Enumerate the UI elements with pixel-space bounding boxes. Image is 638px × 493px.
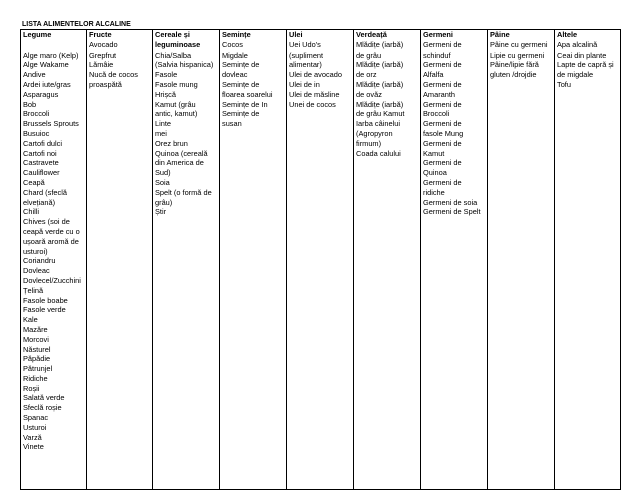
list-item: Migdale bbox=[222, 50, 248, 60]
list-item: Mlădițe (iarbă) bbox=[356, 99, 404, 109]
column-header-1 bbox=[87, 30, 153, 40]
list-item: schinduf bbox=[423, 50, 451, 60]
column-header-extra-4 bbox=[287, 40, 354, 50]
list-item: Germeni de bbox=[423, 79, 462, 89]
list-item: Ceapă bbox=[23, 177, 45, 187]
list-item: ușoară aromă de bbox=[23, 236, 79, 246]
list-item: Semințe de bbox=[222, 60, 260, 70]
list-item: Pâine/lipie fără bbox=[490, 60, 539, 70]
list-item: Germeni de bbox=[423, 99, 462, 109]
column-cell-8 bbox=[555, 50, 621, 490]
list-item: Grepfrut bbox=[89, 50, 117, 60]
list-item: floarea soarelui bbox=[222, 89, 273, 99]
column-header-label: Legume bbox=[23, 30, 52, 39]
list-item: Dovleac bbox=[23, 266, 50, 276]
alkaline-foods-table bbox=[20, 29, 621, 490]
list-item: Chilli bbox=[23, 207, 40, 217]
list-item: de ovăz bbox=[356, 89, 382, 99]
body-row bbox=[21, 50, 621, 490]
list-item: Bob bbox=[23, 99, 37, 109]
column-cell-5 bbox=[354, 50, 421, 490]
list-item: Vinete bbox=[23, 442, 44, 452]
list-item: Ardei iute/gras bbox=[23, 79, 71, 89]
list-item: grâu) bbox=[155, 197, 173, 207]
list-item: Spanac bbox=[23, 413, 49, 423]
list-item: Kamut (grâu bbox=[155, 99, 196, 109]
list-item: Chives (soi de bbox=[23, 217, 70, 227]
list-item: Broccoli bbox=[423, 109, 450, 119]
column-cell-6 bbox=[421, 50, 488, 490]
cell-line: leguminoase bbox=[155, 39, 201, 49]
list-item: Varză bbox=[23, 432, 42, 442]
list-item: Fasole boabe bbox=[23, 295, 68, 305]
column-cell-1 bbox=[87, 50, 153, 490]
cell-line: Uei Udo's bbox=[289, 39, 321, 49]
list-item: Germeni de bbox=[423, 119, 462, 129]
list-item: Chard (sfeclă bbox=[23, 187, 67, 197]
list-item: Roșii bbox=[23, 383, 40, 393]
list-item: elvețiană) bbox=[23, 197, 56, 207]
column-header-5 bbox=[354, 30, 421, 40]
list-item: Lipie cu germeni bbox=[490, 50, 545, 60]
list-item: Cartofi noi bbox=[23, 148, 57, 158]
list-item: Semințe de bbox=[222, 109, 260, 119]
list-item: Sud) bbox=[155, 168, 171, 178]
column-header-7 bbox=[488, 30, 555, 40]
list-item: Andive bbox=[23, 70, 46, 80]
list-item: mei bbox=[155, 128, 167, 138]
list-item: Fasole bbox=[155, 70, 178, 80]
list-item: Iarba câinelui bbox=[356, 119, 400, 129]
cell-line: Pâine cu germeni bbox=[490, 39, 548, 49]
list-item: fasole Mung bbox=[423, 128, 464, 138]
column-header-extra-3 bbox=[220, 40, 287, 50]
list-item: Quinoa (cereală bbox=[155, 148, 208, 158]
column-header-extra-2 bbox=[153, 40, 220, 50]
list-item: Coada calului bbox=[356, 148, 401, 158]
list-item: alimentar) bbox=[289, 60, 322, 70]
list-item: Fasole mung bbox=[155, 79, 198, 89]
column-header-label: Altele bbox=[557, 30, 578, 39]
list-item: Cartofi dulci bbox=[23, 138, 63, 148]
list-item: Ulei de avocado bbox=[289, 70, 343, 80]
list-item: Germeni de bbox=[423, 158, 462, 168]
column-header-extra-5 bbox=[354, 40, 421, 50]
list-item: Brussels Sprouts bbox=[23, 119, 79, 129]
list-item: Unei de cocos bbox=[289, 99, 336, 109]
list-item: Pătrunjel bbox=[23, 364, 53, 374]
list-item: Hrișcă bbox=[155, 89, 176, 99]
list-item: Cauliflower bbox=[23, 168, 60, 178]
column-header-extra-7 bbox=[488, 40, 555, 50]
header-row-2 bbox=[21, 40, 621, 50]
list-item: Alfalfa bbox=[423, 70, 444, 80]
list-item: Alge maro (Kelp) bbox=[23, 50, 79, 60]
column-header-label: Ulei bbox=[289, 30, 303, 39]
column-header-6 bbox=[421, 30, 488, 40]
column-cell-3 bbox=[220, 50, 287, 490]
list-item: firmum) bbox=[356, 138, 382, 148]
column-header-4 bbox=[287, 30, 354, 40]
column-header-8 bbox=[555, 30, 621, 40]
list-item: Țelină bbox=[23, 285, 44, 295]
column-cell-0 bbox=[21, 50, 87, 490]
list-item: proaspătă bbox=[89, 79, 122, 89]
cell-line: Avocado bbox=[89, 39, 118, 49]
list-item: Păpădie bbox=[23, 354, 51, 364]
list-item: Dovlecel/Zucchini bbox=[23, 275, 81, 285]
list-item: ceapă verde cu o bbox=[23, 226, 80, 236]
list-item: Fasole verde bbox=[23, 305, 66, 315]
list-item: Kamut bbox=[423, 148, 445, 158]
list-item: Usturoi bbox=[23, 422, 47, 432]
list-item: Broccoli bbox=[23, 109, 50, 119]
column-header-label: Semințe bbox=[222, 30, 251, 39]
list-item: Ridiche bbox=[23, 373, 48, 383]
column-header-extra-1 bbox=[87, 40, 153, 50]
list-item: Salată verde bbox=[23, 393, 65, 403]
list-item: gluten /drojdie bbox=[490, 70, 537, 80]
list-item: Chia/Salba bbox=[155, 50, 192, 60]
column-header-3 bbox=[220, 30, 287, 40]
column-header-label: Fructe bbox=[89, 30, 112, 39]
list-item: Mlădițe (iarbă) bbox=[356, 60, 404, 70]
cell-line: Mlădițe (iarbă) bbox=[356, 39, 404, 49]
list-item: Germeni de Spelt bbox=[423, 207, 481, 217]
column-header-extra-6 bbox=[421, 40, 488, 50]
list-item: ridiche bbox=[423, 187, 445, 197]
list-item: Quinoa bbox=[423, 168, 447, 178]
list-item: Coriandru bbox=[23, 256, 56, 266]
column-cell-2 bbox=[153, 50, 220, 490]
list-item: susan bbox=[222, 119, 242, 129]
list-item: Năsturel bbox=[23, 344, 51, 354]
list-item: Mazăre bbox=[23, 324, 48, 334]
list-item: Orez brun bbox=[155, 138, 188, 148]
column-header-extra-0 bbox=[21, 40, 87, 50]
list-item: de grâu Kamut bbox=[356, 109, 405, 119]
list-item: Ulei de măsline bbox=[289, 89, 340, 99]
list-item: Germeni de bbox=[423, 177, 462, 187]
list-item: Asparagus bbox=[23, 89, 59, 99]
list-item: Germeni de bbox=[423, 138, 462, 148]
header-row bbox=[21, 30, 621, 40]
list-item: Kale bbox=[23, 315, 38, 325]
list-item: (Agropyron bbox=[356, 128, 393, 138]
list-item: Știr bbox=[155, 207, 167, 217]
list-item: Mlădițe (iarbă) bbox=[356, 79, 404, 89]
document-title: LISTA ALIMENTELOR ALCALINE bbox=[22, 21, 131, 28]
column-header-0 bbox=[21, 30, 87, 40]
list-item: de grâu bbox=[356, 50, 382, 60]
list-item: Soia bbox=[155, 177, 170, 187]
column-cell-4 bbox=[287, 50, 354, 490]
list-item: usturoi) bbox=[23, 246, 48, 256]
cell-line: Apa alcalină bbox=[557, 39, 598, 49]
column-header-label: Verdeață bbox=[356, 30, 387, 39]
cell-line: Germeni de bbox=[423, 39, 462, 49]
column-cell-7 bbox=[488, 50, 555, 490]
column-header-label: Germeni bbox=[423, 30, 453, 39]
list-item: de migdale bbox=[557, 70, 594, 80]
list-item: Nucă de cocos bbox=[89, 70, 138, 80]
list-item: Morcovi bbox=[23, 334, 49, 344]
list-item: Linte bbox=[155, 119, 172, 129]
list-item: Tofu bbox=[557, 79, 571, 89]
list-item: Lămâie bbox=[89, 60, 114, 70]
column-header-label: Pâine bbox=[490, 30, 510, 39]
list-item: dovleac bbox=[222, 70, 248, 80]
column-header-extra-8 bbox=[555, 40, 621, 50]
column-header-2 bbox=[153, 30, 220, 40]
list-item: Germeni de bbox=[423, 60, 462, 70]
list-item: Semințe de bbox=[222, 79, 260, 89]
cell-line: Cocos bbox=[222, 39, 243, 49]
list-item: Ceai din plante bbox=[557, 50, 607, 60]
list-item: antic, kamut) bbox=[155, 109, 198, 119]
list-item: Sfeclă roșie bbox=[23, 403, 62, 413]
list-item: Castravete bbox=[23, 158, 59, 168]
list-item: Semințe de In bbox=[222, 99, 268, 109]
column-header-label: Cereale și bbox=[155, 30, 190, 39]
list-item: de orz bbox=[356, 70, 377, 80]
list-item: Ulei de in bbox=[289, 79, 320, 89]
list-item: Busuioc bbox=[23, 128, 50, 138]
document bbox=[20, 20, 620, 490]
list-item: Germeni de soia bbox=[423, 197, 478, 207]
list-item: Spelt (o formă de bbox=[155, 187, 212, 197]
list-item: (supliment bbox=[289, 50, 324, 60]
list-item: Amaranth bbox=[423, 89, 456, 99]
list-item: din America de bbox=[155, 158, 204, 168]
list-item: Lapte de capră și bbox=[557, 60, 614, 70]
list-item: (Salvia hispanica) bbox=[155, 60, 214, 70]
list-item: Alge Wakame bbox=[23, 60, 69, 70]
